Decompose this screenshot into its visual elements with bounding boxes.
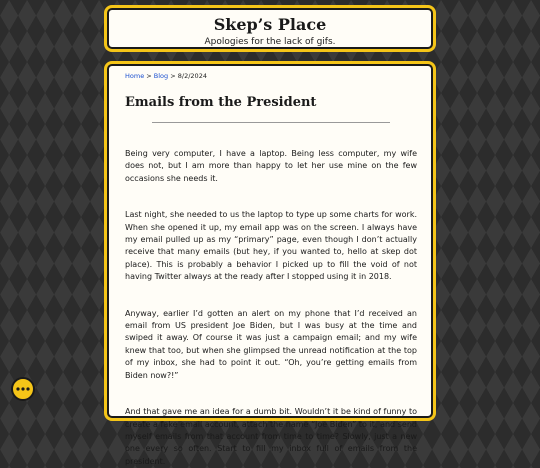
post-title: Emails from the President	[125, 95, 317, 110]
breadcrumb-separator: >	[144, 72, 154, 80]
more-options-button[interactable]	[11, 377, 35, 401]
title-divider	[152, 122, 390, 123]
breadcrumb-blog-link[interactable]: Blog	[153, 72, 169, 80]
site-header	[104, 5, 436, 52]
more-dots-icon	[16, 387, 30, 391]
post-paragraph: Anyway, earlier I’d gotten an alert on my phone that I’d received an email from US president Joe Biden, but I was busy at the time and swiped it away. Of course it was just a campaign email; and my wife knew that too, but when she glimpsed the unread notification at the top of my inbox, she had to point it out. “Oh, you’re getting emails from Biden now?!”	[125, 308, 417, 380]
post-card	[104, 61, 436, 466]
breadcrumb-date: 8/2/2024	[177, 72, 207, 80]
post-paragraph: Last night, she needed to us the laptop to type up some charts for work. When she opened it up, my email app was on the screen. I always have my email pulled up as my “primary” page, even though I don’t actually receive that many emails (but hey, if you wanted to, hello at skep dot place). This is probably a behavior I picked up to fill the void of not having Twitter always at the ready after I stopped using it in 2018.	[125, 210, 417, 282]
site-tagline: Apologies for the lack of gifs.	[204, 37, 336, 47]
post-paragraph: And that gave me an idea for a dumb bit. Wouldn’t it be kind of funny to create a fake email account, attach the name “Joe Biden” to it, and send myself emails from that account from time to time? Slowly, just a new one every so often. Start to fill my inbox full of emails from the president.	[125, 407, 417, 466]
breadcrumb-home-link[interactable]: Home	[125, 72, 145, 80]
breadcrumb-separator: >	[168, 72, 178, 80]
post-body	[125, 148, 417, 468]
post-paragraph: Being very computer, I have a laptop. Being less computer, my wife does not, but I am more than happy to let her use mine on the few occasions she needs it.	[125, 149, 417, 183]
breadcrumb	[125, 71, 417, 81]
site-title[interactable]: Skep’s Place	[213, 15, 327, 34]
